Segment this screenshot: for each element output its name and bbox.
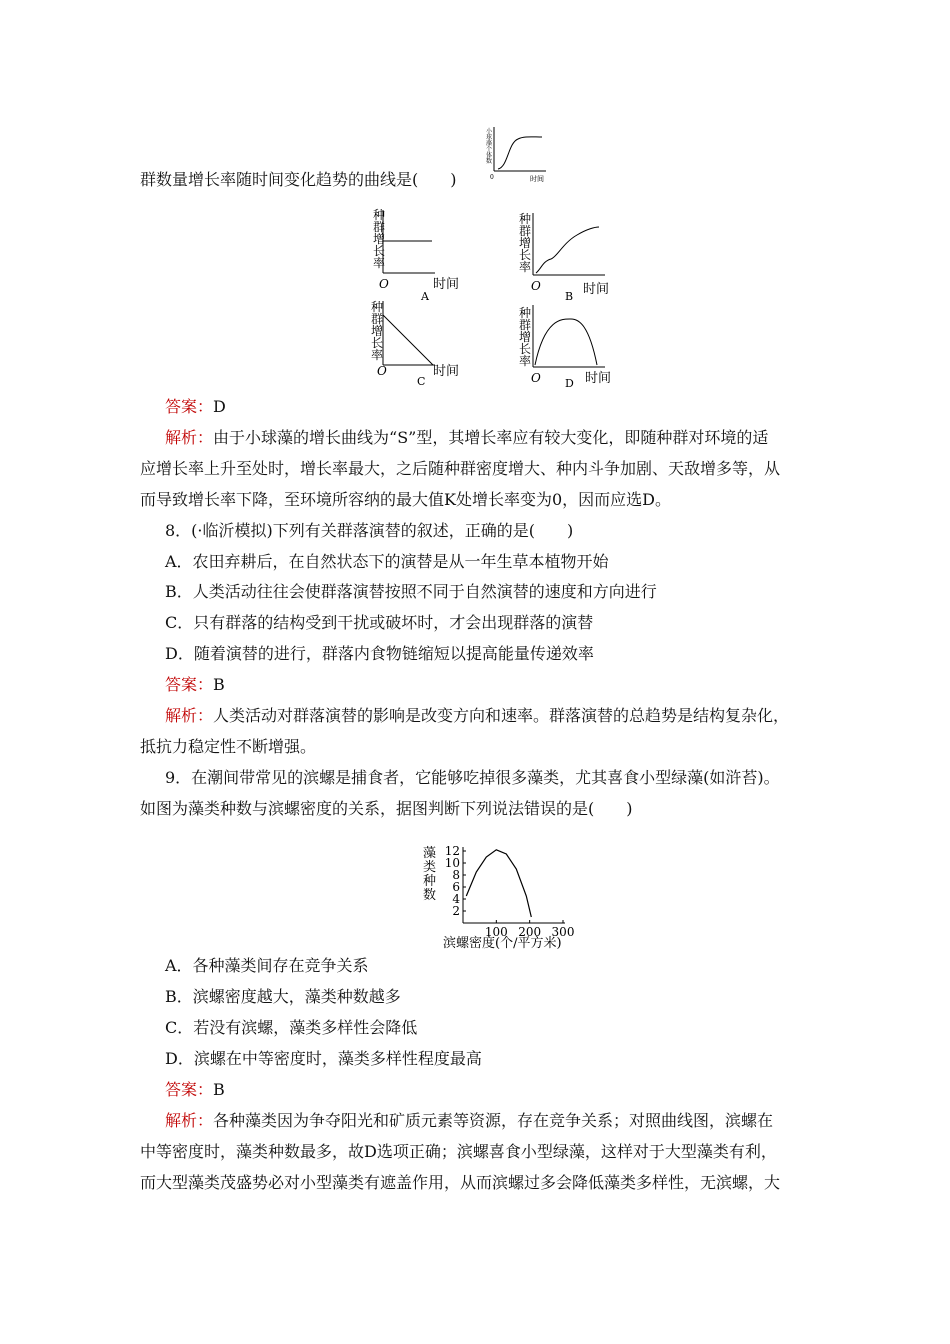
graph-d-curve <box>535 319 597 365</box>
q9-x-tick-label: 300 <box>551 925 575 939</box>
graph-c-label: C <box>417 375 426 388</box>
q9-chart <box>415 843 605 953</box>
graph-a-label: A <box>421 290 429 303</box>
graph-ylabel-char: 率 <box>519 354 532 368</box>
s-curve-ylabel-char: 藻 <box>486 140 493 147</box>
s-curve <box>498 137 542 169</box>
q9-analysis-label: 解析： <box>165 1111 214 1130</box>
graph-d <box>519 305 611 390</box>
graph-ylabel-char: 群 <box>519 224 532 238</box>
q7-stem: 群数量增长率随时间变化趋势的曲线是( ) <box>140 170 457 189</box>
q7-answer-value: D <box>213 397 226 416</box>
q9-ylabel-char: 藻 <box>423 846 437 861</box>
s-curve-ylabel-char: 体 <box>486 152 493 159</box>
graph-d-xlabel: 时间 <box>585 371 612 386</box>
q7-answer-line <box>165 397 226 417</box>
graph-ylabel-char: 群 <box>373 220 386 234</box>
q8-analysis-label: 解析： <box>165 706 214 725</box>
graph-a-origin: O <box>379 277 389 291</box>
graph-ylabel-char: 率 <box>371 348 384 362</box>
q8-analysis-line-1 <box>165 706 789 726</box>
q8-stem: 8．(·临沂模拟)下列有关群落演替的叙述，正确的是( ) <box>165 521 574 540</box>
q9-analysis-line-2: 中等密度时，藻类种数最多，故D选项正确；滨螺喜食小型绿藻，这样对于大型藻类有利， <box>140 1142 777 1161</box>
graph-ylabel-char: 长 <box>519 248 532 262</box>
q8-answer-label: 答案： <box>165 675 214 694</box>
graph-ylabel-char: 长 <box>373 244 386 258</box>
q9-x-tick-label: 100 <box>484 925 508 939</box>
q9-ylabel-char: 种 <box>423 874 437 889</box>
s-curve-ylabel-char: 小 <box>486 128 493 135</box>
graph-ylabel-char: 种 <box>373 208 386 222</box>
q9-y-tick-label: 8 <box>452 868 460 882</box>
graph-b-origin: O <box>531 279 541 293</box>
q8-option-c: C．只有群落的结构受到干扰或破坏时，才会出现群落的演替 <box>165 613 594 632</box>
graph-b-curve <box>536 227 599 273</box>
q9-ylabel-char: 数 <box>423 888 437 903</box>
graph-b-xlabel: 时间 <box>583 282 610 297</box>
graph-ylabel-char: 增 <box>373 232 386 246</box>
option-graphs <box>365 205 665 395</box>
q9-ylabel-char: 类 <box>423 860 437 875</box>
q9-analysis-line-3: 而大型藻类茂盛势必对小型藻类有遮盖作用，从而滨螺过多会降低藻类多样性，无滨螺，大 <box>140 1173 781 1192</box>
graph-ylabel-char: 增 <box>519 330 532 344</box>
q8-option-b: B．人类活动往往会使群落演替按照不同于自然演替的速度和方向进行 <box>165 582 657 601</box>
q9-stem-line-2: 如图为藻类种数与滨螺密度的关系，据图判断下列说法错误的是( ) <box>140 799 633 818</box>
graph-ylabel-char: 率 <box>519 260 532 274</box>
graph-ylabel-char: 率 <box>373 256 386 270</box>
graph-c-ylabel <box>371 300 383 362</box>
graph-b-ylabel <box>519 212 531 274</box>
q9-option-a: A．各种藻类间存在竞争关系 <box>165 956 369 975</box>
graph-c <box>371 300 459 388</box>
q9-y-tick-label: 12 <box>444 844 460 858</box>
q9-answer-value: B <box>213 1080 225 1099</box>
graph-a <box>373 208 459 303</box>
graph-ylabel-char: 种 <box>519 306 532 320</box>
graph-ylabel-char: 群 <box>519 318 532 332</box>
q9-chart-ylabel <box>423 845 436 903</box>
graph-c-origin: O <box>377 364 387 378</box>
graph-c-xlabel: 时间 <box>433 364 460 379</box>
q7-analysis-line-2: 应增长率上升至处时，增长率最大，之后随种群密度增大、种内斗争加剧、天敌增多等，从 <box>140 459 781 478</box>
q9-stem-line-1: 9．在潮间带常见的滨螺是捕食者，它能够吃掉很多藻类，尤其喜食小型绿藻(如浒苔)。 <box>165 768 780 787</box>
s-curve-ylabel-char: 数 <box>486 158 493 165</box>
q8-option-a: A．农田弃耕后，在自然状态下的演替是从一年生草本植物开始 <box>165 552 609 571</box>
s-curve-origin: 0 <box>490 174 494 181</box>
q9-y-tick-label: 10 <box>444 856 460 870</box>
q9-option-c: C．若没有滨螺，藻类多样性会降低 <box>165 1018 418 1037</box>
q9-x-tick-label: 200 <box>518 925 542 939</box>
q8-answer-line <box>165 675 225 695</box>
graph-ylabel-char: 长 <box>371 336 384 350</box>
q9-analysis-text-1: 各种藻类因为争夺阳光和矿质元素等资源，存在竞争关系；对照曲线图，滨螺在 <box>213 1111 774 1130</box>
graph-ylabel-char: 种 <box>519 212 532 226</box>
graph-b <box>519 212 609 303</box>
q8-answer-value: B <box>213 675 225 694</box>
q9-option-d: D．滨螺在中等密度时，藻类多样性程度最高 <box>165 1049 482 1068</box>
q7-analysis-line-3: 而导致增长率下降，至环境所容纳的最大值K处增长率变为0，因而应选D。 <box>140 490 671 509</box>
q9-xlabel: 滨螺密度(个/平方米) <box>443 936 562 951</box>
q7-answer-label: 答案： <box>165 397 214 416</box>
q9-answer-label: 答案： <box>165 1080 214 1099</box>
s-curve-ylabel <box>486 127 493 165</box>
q8-analysis-text-1: 人类活动对群落演替的影响是改变方向和速率。群落演替的总趋势是结构复杂化， <box>213 706 790 725</box>
q8-option-d: D．随着演替的进行，群落内食物链缩短以提高能量传递效率 <box>165 644 594 663</box>
q9-y-tick-label: 6 <box>452 880 460 894</box>
q9-analysis-line-1 <box>165 1111 773 1131</box>
q9-option-b: B．滨螺密度越大，藻类种数越多 <box>165 987 401 1006</box>
q9-y-tick-label: 2 <box>452 904 460 918</box>
s-curve-ylabel-char: 球 <box>486 134 493 141</box>
graph-d-ylabel <box>519 306 531 368</box>
graph-ylabel-char: 增 <box>519 236 532 250</box>
graph-ylabel-char: 增 <box>371 324 384 338</box>
graph-ylabel-char: 种 <box>371 300 384 314</box>
graph-c-curve <box>383 315 433 365</box>
graph-d-origin: O <box>531 371 541 385</box>
graph-a-xlabel: 时间 <box>433 277 460 292</box>
q8-analysis-line-2: 抵抗力稳定性不断增强。 <box>140 737 317 756</box>
graph-b-label: B <box>565 290 574 303</box>
graph-ylabel-char: 长 <box>519 342 532 356</box>
s-curve-ylabel-char: 个 <box>486 146 493 153</box>
q9-series-line <box>466 850 531 917</box>
q9-answer-line <box>165 1080 225 1100</box>
q9-y-tick-label: 4 <box>452 892 460 906</box>
s-curve-xlabel: 时间 <box>530 175 544 183</box>
q7-analysis-text-1: 由于小球藻的增长曲线为“S”型，其增长率应有较大变化，即随种群对环境的适 <box>213 428 769 447</box>
s-curve-figure <box>480 125 560 185</box>
graph-d-label: D <box>565 377 574 390</box>
q7-analysis-label: 解析： <box>165 428 214 447</box>
q7-analysis-line-1 <box>165 428 768 448</box>
graph-ylabel-char: 群 <box>371 312 384 326</box>
